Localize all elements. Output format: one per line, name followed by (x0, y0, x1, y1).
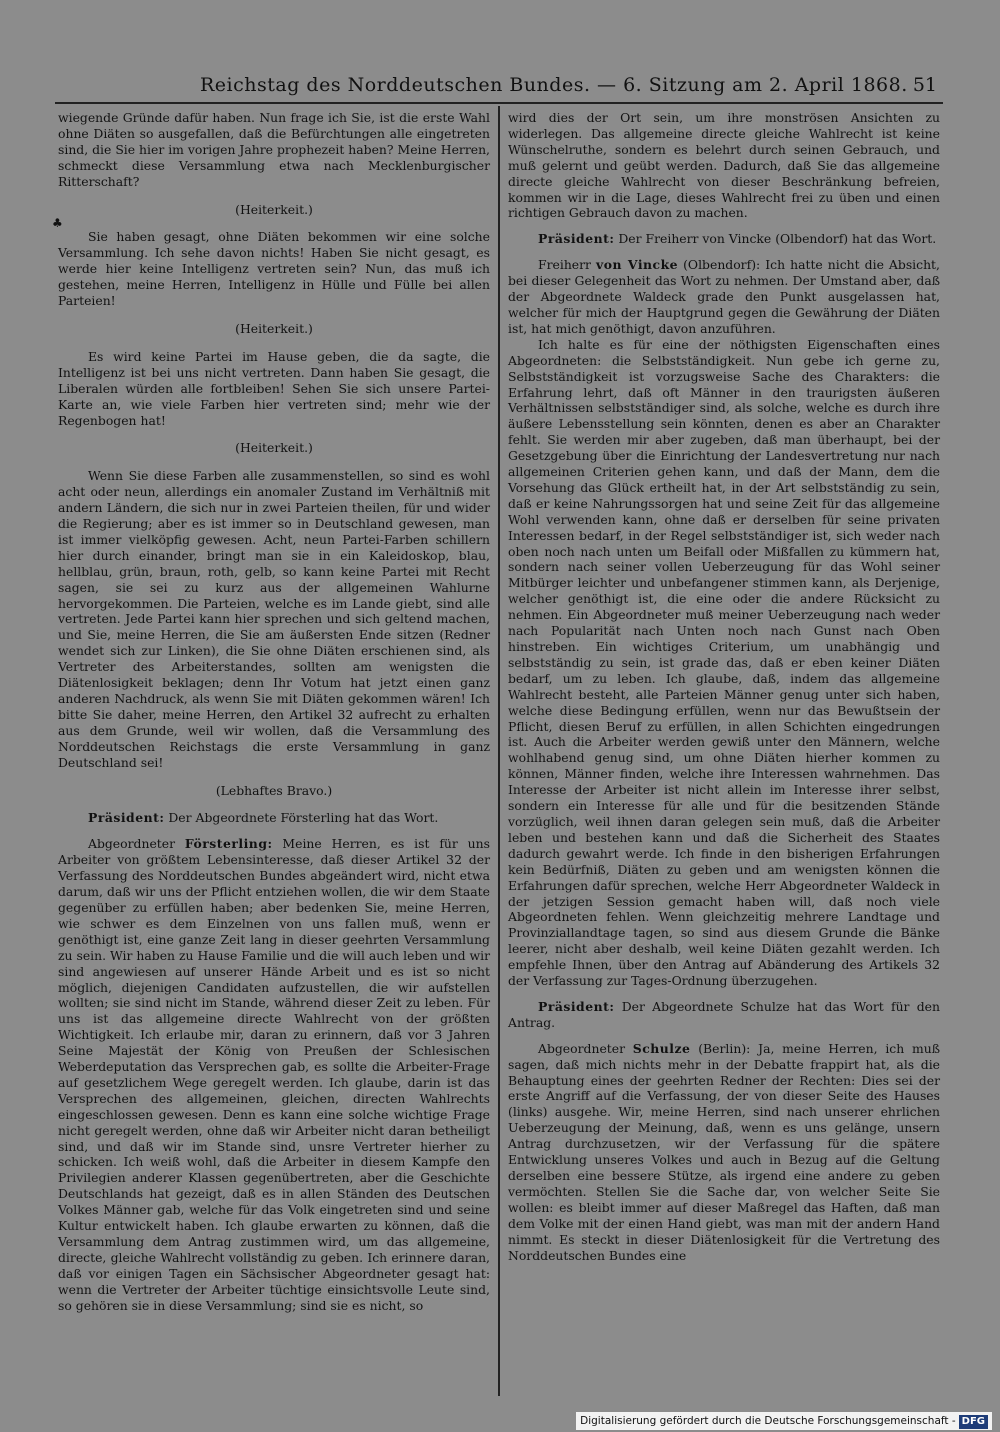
paragraph: wiegende Gründe dafür haben. Nun frage ich Sie, ist die erste Wahl ohne Diäten so ausgefallen, daß die Befürchtungen alle eingetreten sind, die Sie hier im vorigen Jahre prophezeit haben? Meine Herren, schmeckt diese Versammlung etwa nach Mecklenburgischer Ritterschaft? (58, 110, 490, 189)
president-statement (508, 231, 940, 247)
president-statement (508, 999, 940, 1031)
page-header (55, 72, 945, 102)
speaker-name: Försterling: (184, 836, 273, 852)
paragraph: Sie haben gesagt, ohne Diäten bekommen wir eine solche Versammlung. Ich sehe davon nichts! Haben Sie nicht gesagt, es werde hier keine Intelligenz vertreten sein? Nun, das muß ich gestehen, meine Herren, Intelligenz in Hülle und Fülle bei allen Parteien! (58, 229, 490, 309)
speech-text: Meine Herren, es ist für uns Arbeiter von größtem Lebensinteresse, daß dieser Artikel 32 der Verfassung des Norddeutschen Bundes abgeändert wird, nicht etwa darum, daß wir uns der Pflicht entziehen wollen, die wir dem Staate gegenüber zu erfüllen haben; aber bedenken Sie, meine Herren, wie schwer es dem Einzelnen von uns fallen muß, wenn er genöthigt ist, eine ganze Zeit lang in dieser geehrten Versammlung zu sein. Wir haben zu Hause Familie und die will auch leben und wir sind angewiesen auf unserer Hände Arbeit und es ist so nicht möglich, diejenigen Candidaten aufzustellen, die wir aufstellen wollten; sie sind nicht im Stande, während dieser Zeit zu leben. Für uns ist das allgemeine directe Wahlrecht von der größten Wichtigkeit. Ich erlaube mir, daran zu erinnern, daß vor 3 Jahren Seine Majestät der König von Preußen der Schlesischen Weberdeputation das Versprechen gab, es sollte die Arbeiter-Frage auf gesetzlichem Wege geregelt werden. Ich glaube, darin ist das Versprechen des allgemeinen, gleichen, directen Wahlrechts eingeschlossen gewesen. Denn es kann eine solche wichtige Frage nicht geregelt werden, ohne daß wir Arbeiter nicht daran betheiligt sind, und daß wir im Stande sind, unsre Vertreter hierher zu schicken. Ich weiß wohl, daß die Arbeiter in diesem Kampfe den Privilegien anderer Klassen gegenübertreten, aber die Geschichte Deutschlands hat gezeigt, daß es in allen Ständen des Deutschen Volkes Männer gab, welche für das Volk eingetreten sind und seine Kultur entwickelt haben. Ich glaube erwarten zu können, daß die Versammlung dem Antrag zustimmen wird, um das allgemeine, directe, gleiche Wahlrecht vollständig zu geben. Ich erinnere daran, daß vor einigen Tagen ein Sächsischer Abgeordneter gesagt hat: wenn die Vertreter der Arbeiter tüchtige einsichtsvolle Leute sind, so gehören sie in diese Versammlung; sind sie es nicht, so (58, 836, 490, 1313)
speaker-intro: Abgeordneter (538, 1040, 626, 1056)
speaker-paragraph (58, 836, 490, 1313)
speech-text: (Berlin): Ja, meine Herren, ich muß sagen, daß mich nichts mehr in der Debatte frappirt hat, als die Behauptung eines der geehrten Redner der Rechten: Dies sei der erste Angriff auf die Verfassung, der von dieser Seite des Hauses (links) ausgehe. Wir, meine Herren, sind nach unserer ehrlichen Ueberzeugung der Meinung, daß, wenn es uns gelänge, unsern Antrag durchzusetzen, wir der Verfassung für die spätere Entwicklung unseres Volkes und auch in Bezug auf die Geltung derselben eine bessere Stütze, als irgend eine andere zu geben vermöchten. Stellen Sie die Sache dar, von welcher Seite Sie wollen: es bleibt immer auf dieser Maßregel das Haften, daß man dem Volke mit der einen Hand giebt, was man mit der andern Hand nimmt. Es steckt in dieser Diätenlosigkeit für die Vertretung des Norddeutschen Bundes eine (508, 1040, 940, 1263)
reaction: (Heiterkeit.) (235, 320, 313, 336)
column-divider (498, 106, 500, 1396)
president-label: Präsident: (538, 998, 615, 1014)
paragraph: Wenn Sie diese Farben alle zusammenstellen, so sind es wohl acht oder neun, allerdings ein anomaler Zustand im Verhältniß mit andern Ländern, die sich nur in zwei Parteien theilen, für und wider die Regierung; aber es ist immer so in Deutschland gewesen, man ist immer vielköpfig gewesen. Acht, neun Partei-Farben schillern hier durch einander, bringt man sie in ein Kaleidoskop, blau, hellblau, grün, braun, roth, gelb, so kann keine Partei mit Recht sagen, sie sei zu kurz aus der allgemeinen Wahlurne hervorgekommen. Die Parteien, welche es im Lande giebt, sind alle vertreten. Jede Partei kann hier sprechen und sich geltend machen, und Sie, meine Herren, die Sie am äußersten Ende sitzen (Redner wendet sich zur Linken), die Sie ohne Diäten erschienen sind, als Vertreter des Arbeiterstandes, sollten am wenigsten die Diätenlosigkeit beklagen; denn Ihr Votum hat jetzt einen ganz anderen Nachdruck, als wenn Sie mit Diäten gekommen wären! Ich bitte Sie daher, meine Herren, den Artikel 32 aufrecht zu erhalten aus dem Grunde, weil wir wollen, daß die Versammlung des Norddeutschen Reichstags die erste Versammlung in ganz Deutschland sei! (58, 468, 490, 770)
page-number: 51 (912, 74, 937, 96)
paragraph: wird dies der Ort sein, um ihre monströsen Ansichten zu widerlegen. Das allgemeine directe gleiche Wahlrecht ist keine Wünschelruthe, sondern es belehrt durch seinen Gebrauch, und muß gelernt und geübt werden. Dadurch, daß Sie das allgemeine directe gleiche Wahlrecht von dieser Beschränkung befreien, kommen wir in die Lage, dieses Wahlrecht frei zu üben und einen richtigen Gebrauch davon zu machen. (508, 110, 940, 221)
speech-text: (Olbendorf): Ich hatte nicht die Absicht, bei dieser Gelegenheit das Wort zu nehmen. Der Umstand aber, daß der Abgeordnete Waldeck grade den Punkt ausgelassen hat, welcher für mich der Hauptgrund gegen die Gewährung der Diäten ist, hat mich genöthigt, davon anzuführen. (508, 257, 940, 336)
speaker-intro: Abgeordneter (88, 836, 176, 852)
running-title: Reichstag des Norddeutschen Bundes. — 6. Sitzung am 2. April 1868. (200, 74, 908, 96)
right-column (508, 110, 940, 1263)
speaker-paragraph (508, 257, 940, 337)
president-text: Der Abgeordnete Schulze hat das Wort für den Antrag. (508, 998, 940, 1030)
president-text: Der Abgeordnete Försterling hat das Wort. (168, 810, 439, 826)
president-label: Präsident: (88, 810, 165, 826)
margin-mark: ♣ (52, 216, 63, 230)
dfg-logo: DFG (959, 1415, 988, 1429)
footer-text: Digitalisierung gefördert durch die Deutsche Forschungsgemeinschaft - (580, 1415, 956, 1427)
speaker-intro: Freiherr (538, 257, 591, 273)
speaker-name: von Vincke (596, 257, 679, 273)
president-label: Präsident: (538, 231, 615, 247)
header-rule (55, 102, 943, 104)
president-statement (58, 810, 490, 826)
reaction: (Heiterkeit.) (235, 201, 313, 217)
president-text: Der Freiherr von Vincke (Olbendorf) hat das Wort. (618, 231, 937, 247)
paragraph: Ich halte es für eine der nöthigsten Eigenschaften eines Abgeordneten: die Selbstständigkeit. Nun gebe ich gerne zu, Selbstständigkeit ist vorzugsweise Sache des Charakters: die Erfahrung lehrt, daß oft Männer in den traurigsten äußeren Verhältnissen selbstständiger sind, als solche, welche es durch ihre äußere Lebensstellung sein könnten, denen es aber an Charakter fehlt. Sie werden mir aber zugeben, daß man überhaupt, bei der Gesetzgebung über die Einrichtung der Landesvertretung nur nach allgemeinen Criterien gehen kann, und daß der Mann, dem die Vorsehung das Glück ertheilt hat, in der Art selbstständig zu sein, daß er keine Nahrungssorgen hat und seine Zeit für das allgemeine Wohl verwenden kann, ohne daß er derselben für seine privaten Interessen bedarf, in der Regel selbstständiger ist, sich weder nach oben noch nach unten um Beifall oder Mißfallen zu kümmern hat, sondern nach seiner vollen Ueberzeugung für das Wohl seiner Mitbürger leichter und unbefangener stimmen kann, als Derjenige, welcher genöthigt ist, die eine oder die andere Rücksicht zu nehmen. Ein Abgeordneter muß meiner Ueberzeugung nach weder nach Popularität nach Unten noch nach Gunst nach Oben hinstreben. Ein wichtiges Criterium, um unabhängig und selbstständig zu sein, ist grade das, daß er eben keiner Diäten bedarf, um zu leben. Ich glaube, daß, indem das allgemeine Wahlrecht besteht, alle Parteien Männer genug unter sich haben, welche diese Bedingung erfüllen, wenn nur das Bewußtsein der Pflicht, diesen Beruf zu erfüllen, in allen Schichten eingedrungen ist. Auch die Arbeiter werden gewiß unter den Männern, welche wohlhabend genug sind, um ohne Diäten hierher kommen zu können, Männer finden, welche ihre Interessen wahrnehmen. Das Interesse der Arbeiter ist nicht allein im Interesse ihrer selbst, sondern ein Interesse für alle und für die besitzenden Stände vorzüglich, weil ihnen daran gelegen sein muß, daß die Arbeiter leben und bestehen kann und daß die Sicherheit des Staates dadurch gewahrt werde. Ich finde in den bisherigen Erfahrungen kein Bedürfniß, Diäten zu geben und am wenigsten können die Erfahrungen dafür sprechen, welche Herr Abgeordneter Waldeck in der jetzigen Session gemacht haben will, daß noch viele Abgeordneten fehlen. Wenn gleichzeitig mehrere Landtage und Provinziallandtage tagen, so sind aus diesem Grunde die Bänke leerer, nicht aber deshalb, weil keine Diäten gezahlt werden. Ich empfehle Ihnen, über den Antrag auf Abänderung des Artikels 32 der Verfassung zur Tages-Ordnung überzugehen. (508, 336, 940, 989)
paragraph: Es wird keine Partei im Hause geben, die da sagte, die Intelligenz ist bei uns nicht vertreten. Dann haben Sie gesagt, die Liberalen würden alle fortbleiben! Sehen Sie sich unsere Partei-Karte an, wie viele Farben hier vertreten sind; mehr wie der Regenbogen hat! (58, 348, 490, 428)
left-column (58, 110, 490, 1314)
reaction: (Heiterkeit.) (235, 440, 313, 456)
digitization-footer (576, 1412, 992, 1430)
speaker-name: Schulze (632, 1040, 691, 1056)
speaker-paragraph (508, 1041, 940, 1264)
reaction: (Lebhaftes Bravo.) (215, 782, 333, 798)
